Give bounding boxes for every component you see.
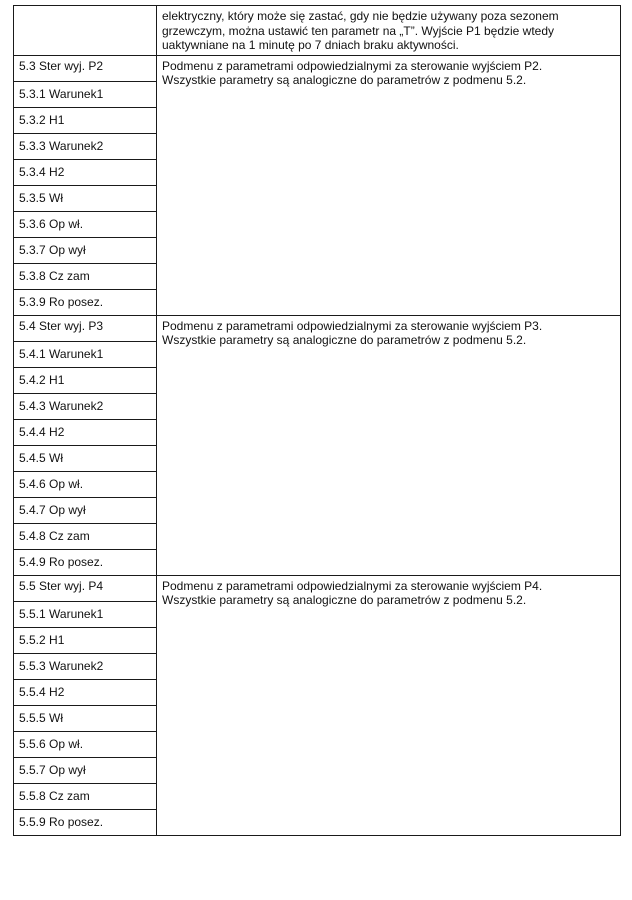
parameter-label: 5.5.8 Cz zam [19,788,90,803]
parameter-label: 5.5.7 Op wył [19,762,86,777]
description-cell [157,55,621,315]
description-text [157,316,620,350]
text-line: Podmenu z parametrami odpowiedzialnymi za sterowanie wyjściem P4. [162,578,543,593]
parameter-label: 5.3.1 Warunek1 [19,86,104,101]
text-line: Podmenu z parametrami odpowiedzialnymi za sterowanie wyjściem P2. [162,58,543,73]
parameter-label: 5.4.1 Warunek1 [19,346,104,361]
parameter-label: 5.4.7 Op wył [19,502,86,517]
parameter-cell [14,367,157,393]
table-row-section-header [14,575,621,601]
parameter-label: 5.4.3 Warunek2 [19,398,104,413]
text-line: Podmenu z parametrami odpowiedzialnymi za sterowanie wyjściem P3. [162,318,543,333]
parameter-label: 5.5.9 Ro posez. [19,814,104,829]
parameter-cell [14,419,157,445]
parameter-label: 5.4.4 H2 [19,424,65,439]
parameter-cell [14,731,157,757]
table-row-intro [14,6,621,56]
parameter-label: 5.4.6 Op wł. [19,476,84,491]
parameter-cell [14,497,157,523]
parameter-table-body [14,6,621,836]
parameter-cell [14,523,157,549]
parameter-cell [14,679,157,705]
parameter-cell [14,289,157,315]
parameter-label: 5.3.5 Wł [19,190,64,205]
parameter-cell [14,757,157,783]
parameter-cell [14,393,157,419]
parameter-cell [14,809,157,835]
parameter-label: 5.3.3 Warunek2 [19,138,104,153]
parameter-cell [14,445,157,471]
parameter-label: 5.3.8 Cz zam [19,268,90,283]
text-line: Wszystkie parametry są analogiczne do parametrów z podmenu 5.2. [162,333,527,347]
description-text [157,6,620,55]
text-line: Wszystkie parametry są analogiczne do parametrów z podmenu 5.2. [162,593,527,607]
parameter-cell [14,237,157,263]
parameter-label: 5.5.3 Warunek2 [19,658,104,673]
table-row-section-header [14,315,621,341]
section-header-label: 5.5 Ster wyj. P4 [19,578,104,593]
parameter-label: 5.3.2 H1 [19,112,65,127]
empty-cell [14,6,157,56]
section-header-cell [14,315,157,341]
section-header-label: 5.3 Ster wyj. P2 [19,58,104,73]
parameter-table [13,5,621,836]
parameter-cell [14,159,157,185]
parameter-label: 5.4.2 H1 [19,372,65,387]
section-header-label: 5.4 Ster wyj. P3 [19,318,104,333]
text-line: elektryczny, który może się zastać, gdy nie będzie używany poza sezonem [162,9,559,23]
parameter-label: 5.5.2 H1 [19,632,65,647]
description-cell [157,6,621,56]
parameter-cell [14,81,157,107]
parameter-label: 5.5.4 H2 [19,684,65,699]
parameter-cell [14,627,157,653]
text-line: uaktywniane na 1 minutę po 7 dniach braku aktywności. [162,38,459,52]
parameter-cell [14,471,157,497]
parameter-label: 5.3.6 Op wł. [19,216,84,231]
parameter-label: 5.3.9 Ro posez. [19,294,104,309]
parameter-label: 5.4.9 Ro posez. [19,554,104,569]
text-line: grzewczym, można ustawić ten parametr na „T”. Wyjście P1 będzie wtedy [162,23,555,38]
parameter-label: 5.5.5 Wł [19,710,64,725]
parameter-cell [14,705,157,731]
description-cell [157,315,621,575]
parameter-label: 5.3.7 Op wył [19,242,86,257]
table-row-section-header [14,55,621,81]
parameter-label: 5.4.5 Wł [19,450,64,465]
text-line: Wszystkie parametry są analogiczne do parametrów z podmenu 5.2. [162,73,527,87]
section-header-cell [14,55,157,81]
section-header-cell [14,575,157,601]
parameter-label: 5.4.8 Cz zam [19,528,90,543]
description-text [157,576,620,610]
parameter-cell [14,653,157,679]
parameter-cell [14,263,157,289]
parameter-label: 5.3.4 H2 [19,164,65,179]
parameter-cell [14,185,157,211]
parameter-cell [14,601,157,627]
parameter-cell [14,211,157,237]
parameter-cell [14,341,157,367]
description-text [157,56,620,90]
description-cell [157,575,621,835]
parameter-cell [14,783,157,809]
parameter-label: 5.5.1 Warunek1 [19,606,104,621]
parameter-cell [14,549,157,575]
parameter-cell [14,107,157,133]
parameter-cell [14,133,157,159]
parameter-label: 5.5.6 Op wł. [19,736,84,751]
